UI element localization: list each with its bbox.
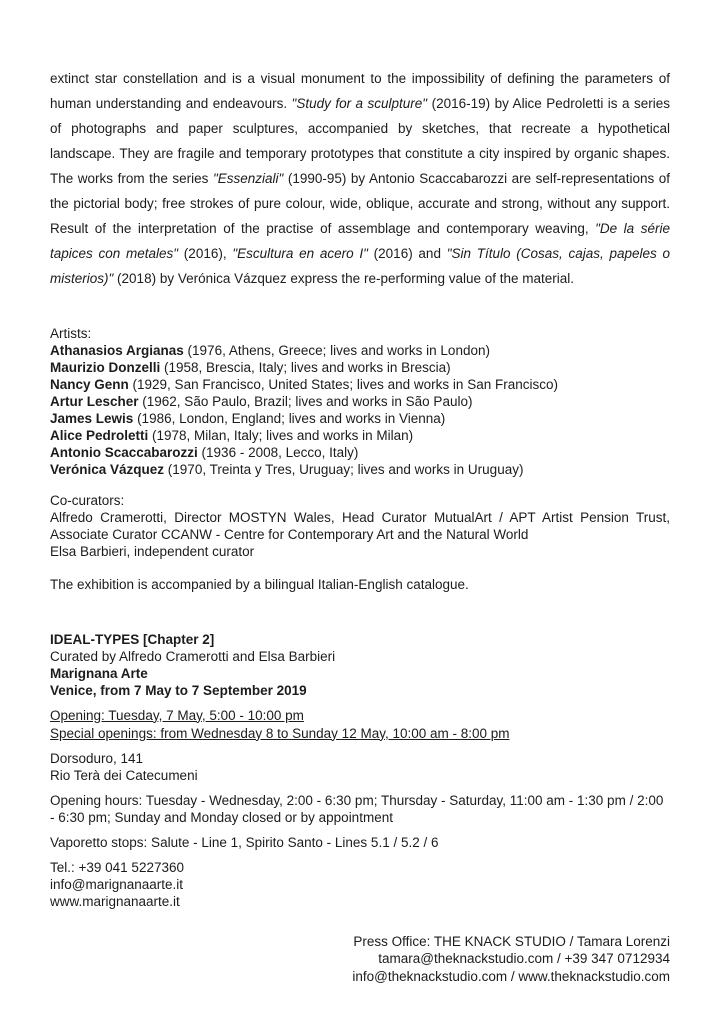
artist-list-item [50,376,670,393]
intro-paragraph: extinct star constellation and is a visual monument to the impossibility of defining the parameters of human understanding and endeavours. "Study for a sculpture" (2016-19) by Alice Pedroletti is a series of photographs and paper sculptures, accompanied by sketches, that recreate a hypothetical landscape. They are fragile and temporary prototypes that constitute a city inspired by organic shapes. The works from the series "Essenziali" (1990-95) by Antonio Scaccabarozzi are self-representations of the pictorial body; free strokes of pure colour, wide, oblique, accurate and strong, without any support. Result of the interpretation of the practise of assemblage and contemporary weaving, "De la série tapices con metales" (2016), "Escultura en acero I" (2016) and "Sin Título (Cosas, cajas, papeles o misterios)" (2018) by Verónica Vázquez express the re-performing value of the material. [50,70,670,286]
exhibition-section [50,631,670,699]
phone-number: Tel.: +39 041 5227360 [50,859,184,875]
artist-list-item [50,410,670,427]
exhibition-curators: Curated by Alfredo Cramerotti and Elsa Barbieri [50,648,336,664]
artist-details: (1929, San Francisco, United States; lives and works in San Francisco) [128,376,558,392]
artist-list-item [50,444,670,461]
cocurators-label: Co-curators: [50,492,125,508]
email-address: info@marignanaarte.it [50,876,184,892]
artist-name: Verónica Vázquez [50,461,165,477]
artist-details: (1986, London, England; lives and works in Vienna) [133,410,446,426]
openings-section [50,707,670,743]
artist-list-item [50,342,670,359]
press-office-line: tamara@theknackstudio.com / +39 347 0712934 [378,951,670,966]
artist-details: (1970, Treinta y Tres, Uruguay; lives and works in Uruguay) [164,461,524,477]
artist-list-item [50,427,670,444]
artist-name: Antonio Scaccabarozzi [50,444,198,460]
special-openings: Special openings: from Wednesday 8 to Sunday 12 May, 10:00 am - 8:00 pm [50,725,510,741]
artist-details: (1936 - 2008, Lecco, Italy) [197,444,359,460]
artists-label: Artists: [50,325,92,341]
artist-details: (1962, São Paulo, Brazil; lives and works in São Paulo) [138,393,473,409]
artist-details: (1978, Milan, Italy; lives and works in Milan) [148,427,414,443]
opening-hours: Opening hours: Tuesday - Wednesday, 2:00 - 6:30 pm; Thursday - Saturday, 11:00 am - 1:30 pm / 2:00 - 6:30 pm; Sunday and Monday closed or by appointment [50,792,664,825]
website-url: www.marignanaarte.it [50,893,180,909]
contact-section [50,859,670,910]
cocurators-section [50,492,670,560]
press-office-line: info@theknackstudio.com / www.theknackstudio.com [352,968,670,984]
press-office-section [50,933,670,986]
address-line: Rio Terà dei Catecumeni [50,767,198,783]
address-section [50,750,670,784]
artist-name: Nancy Genn [50,376,129,392]
artist-name: Artur Lescher [50,393,139,409]
artist-list-item [50,461,670,478]
artist-name: Maurizio Donzelli [50,359,161,375]
artist-details: (1958, Brescia, Italy; lives and works in Brescia) [160,359,451,375]
artists-section [50,325,670,478]
artist-name: Alice Pedroletti [50,427,149,443]
exhibition-venue: Marignana Arte [50,665,148,681]
vaporetto-stops: Vaporetto stops: Salute - Line 1, Spirito Santo - Lines 5.1 / 5.2 / 6 [50,834,439,850]
exhibition-dates: Venice, from 7 May to 7 September 2019 [50,682,307,698]
artist-list-item [50,393,670,410]
artist-name: Athanasios Argianas [50,342,184,358]
exhibition-title: IDEAL-TYPES [Chapter 2] [50,631,215,647]
opening-times: Opening: Tuesday, 7 May, 5:00 - 10:00 pm [50,707,304,723]
artist-details: (1976, Athens, Greece; lives and works in London) [183,342,490,358]
cocurators-line: Alfredo Cramerotti, Director MOSTYN Wales, Head Curator MutualArt / APT Artist Pension Trust, Associate Curator CCANW - Centre for Contemporary Art and the Natural World [50,509,670,542]
press-office-line: Press Office: THE KNACK STUDIO / Tamara Lorenzi [353,933,670,949]
artist-list-item [50,359,670,376]
catalogue-note: The exhibition is accompanied by a bilingual Italian-English catalogue. [50,576,469,592]
address-line: Dorsoduro, 141 [50,750,144,766]
artist-name: James Lewis [50,410,134,426]
cocurators-line: Elsa Barbieri, independent curator [50,543,255,559]
